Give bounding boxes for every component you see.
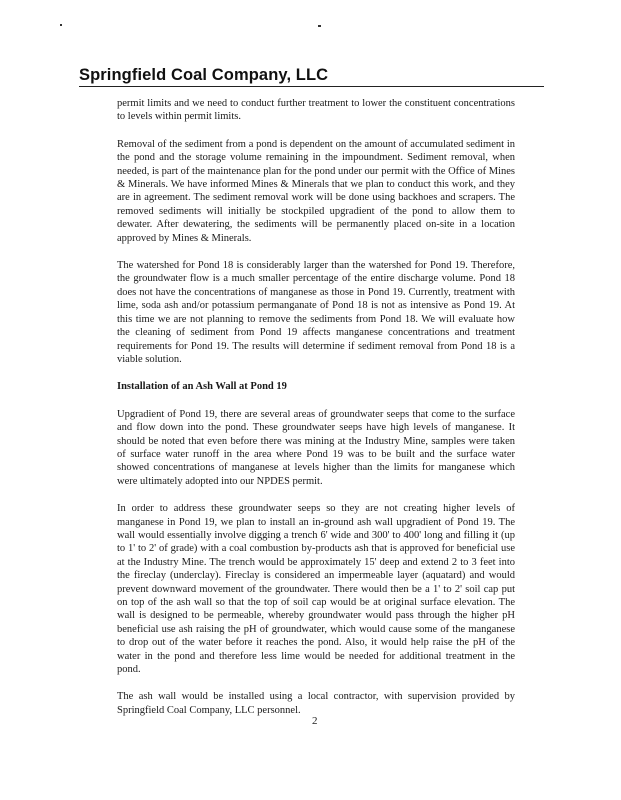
page-number: 2 [312, 715, 318, 727]
paragraph-continuation: permit limits and we need to conduct further treatment to lower the constituent concentrations to levels within permit limits. [117, 98, 515, 123]
paragraph-upgradient-seeps: Upgradient of Pond 19, there are several areas of groundwater seeps that come to the surface and flow down into the pond. These groundwater seeps have high levels of manganese. It should be noted that even before there was mining at the Industry Mine, samples were taken of surface water runoff in the area where Pond 19 was to be built and the surface water showed concentrations of manganese at levels higher than the limits for manganese which were ultimately adopted into our NPDES permit. [117, 408, 515, 487]
paragraph-watershed: The watershed for Pond 18 is considerably larger than the watershed for Pond 19. Therefore, the groundwater flow is a much smaller percentage of the entire discharge volume. Pond 18 does not have the concentrations of manganese as those in Pond 19. Currently, treatment with lime, soda ash and/or potassium permanganate of Pond 18 is not as intensive as Pond 19. At this time we are not planning to remove the sediments from Pond 18. We will evaluate how the cleaning of sediment from Pond 19 affects manganese concentrations and treatment requirements for Pond 19. The results will determine if sediment removal from Pond 18 is a viable solution. [117, 260, 515, 365]
paragraph-contractor: The ash wall would be installed using a local contractor, with supervision provided by Springfield Coal Company, LLC personnel. [117, 691, 515, 716]
document-body [117, 97, 515, 731]
scan-speck [318, 25, 321, 27]
company-header: Springfield Coal Company, LLC [79, 66, 329, 84]
header-divider [79, 86, 544, 87]
paragraph-ash-wall: In order to address these groundwater seeps so they are not creating higher levels of manganese in Pond 19, we plan to install an in-ground ash wall upgradient of Pond 19. The wall would essentially involve digging a trench 6' wide and 300' to 400' long and filling it (up to 1' to 2' of grade) with a coal combustion by-products ash that is approved for beneficial use at the Industry Mine. The trench would be approximately 15' deep and extend 2 to 3 feet into the fireclay (underclay). Fireclay is considered an impermeable layer (aquatard) and would prevent downward movement of the groundwater. There would then be a 1' to 2' soil cap put on top of the ash wall so that the top of soil cap would be at original surface elevation. The wall is designed to be permeable, whereby groundwater would pass through the higher pH beneficial use ash raising the pH of groundwater, which would cause some of the manganese to drop out of the water before it reaches the pond. Also, it would help raise the pH of the water in the pond and therefore less lime would be needed for additional treatment in the pond. [117, 503, 515, 676]
scan-speck [60, 24, 62, 26]
section-heading: Installation of an Ash Wall at Pond 19 [117, 381, 287, 393]
paragraph-sediment-removal: Removal of the sediment from a pond is dependent on the amount of accumulated sediment in the pond and the storage volume remaining in the impoundment. Sediment removal, when needed, is part of the maintenance plan for the pond under our permit with the Office of Mines & Minerals. We have informed Mines & Minerals that we plan to conduct this work, and they are in agreement. The sediment removal work will be done using backhoes and scrapers. The removed sediments will initially be stockpiled upgradient of the pond to allow them to dewater. After dewatering, the sediments will be permanently placed on-site in a location approved by Mines & Minerals. [117, 138, 515, 244]
